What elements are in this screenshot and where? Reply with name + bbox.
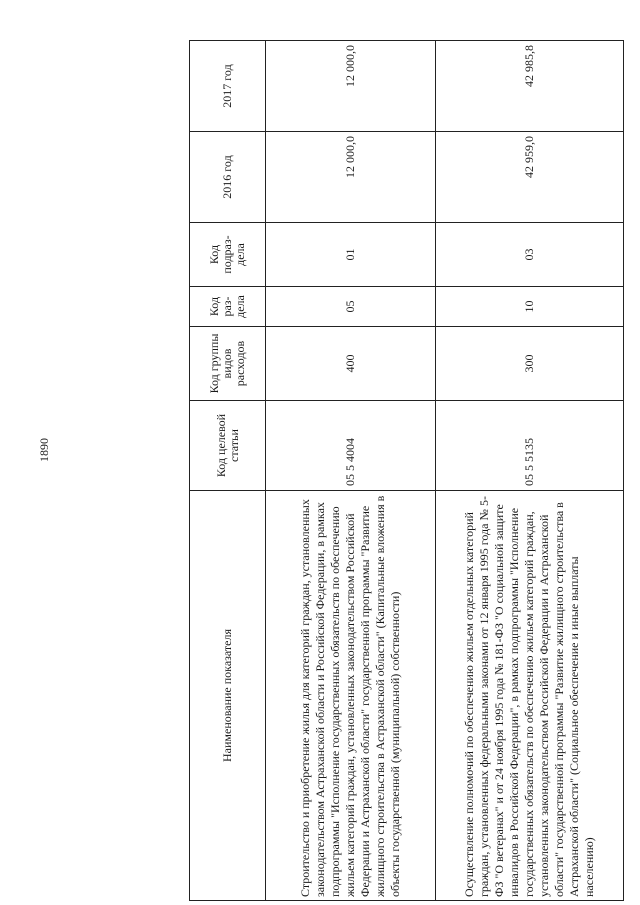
budget-table xyxy=(189,40,624,901)
header-subsection-code: Код подраз-дела xyxy=(190,223,266,287)
header-name: Наименование показателя xyxy=(190,491,266,901)
row-name: Строительство и приобретение жилья для категорий граждан, установленных законодательством Астраханской области и Российской Федерации, в рамках подпрограммы "Исполнение государственных обязательств по обеспечению жильем категорий граждан, установленных законодательством Российской Федерации и Астраханской области" государственной программы "Развитие жилищного строительства в Астраханской области" (Капитальные вложения в объекты государственной (муниципальной) собственности) xyxy=(266,491,436,901)
row-expense-group-code: 400 xyxy=(266,327,436,401)
table-row xyxy=(436,41,624,901)
header-year-2017: 2017 год xyxy=(190,41,266,132)
header-expense-group-code: Код группы видов расходов xyxy=(190,327,266,401)
table-header-row xyxy=(190,41,266,901)
row-subsection-code: 01 xyxy=(266,223,436,287)
header-article-code: Код целевой статьи xyxy=(190,401,266,491)
row-year-2016: 42 959,0 xyxy=(436,132,624,223)
row-section-code: 10 xyxy=(436,287,624,327)
header-section-code: Код раз-дела xyxy=(190,287,266,327)
table-frame xyxy=(189,41,625,901)
row-section-code: 05 xyxy=(266,287,436,327)
page-number: 1890 xyxy=(37,438,51,462)
row-name: Осуществление полномочий по обеспечению жильем отдельных категорий граждан, установленных федеральными законами от 12 января 1995 года № 5-ФЗ "О ветеранах" и от 24 ноября 1995 года № 181-ФЗ "О социальной защите инвалидов в Российской Федерации", в рамках подпрограммы "Исполнение государственных обязательств по обеспечению жильем категорий граждан, установленных законодательством Российской Федерации и Астраханской области" государственной программы "Развитие жилищного строительства в Астраханской области" (Социальное обеспечение и иные выплаты населению) xyxy=(436,491,624,901)
row-expense-group-code: 300 xyxy=(436,327,624,401)
row-article-code: 05 5 4004 xyxy=(266,401,436,491)
header-year-2016: 2016 год xyxy=(190,132,266,223)
row-year-2017: 42 985,8 xyxy=(436,41,624,132)
row-year-2017: 12 000,0 xyxy=(266,41,436,132)
table-row xyxy=(266,41,436,901)
row-article-code: 05 5 5135 xyxy=(436,401,624,491)
row-year-2016: 12 000,0 xyxy=(266,132,436,223)
rotated-table-container xyxy=(189,41,625,901)
row-subsection-code: 03 xyxy=(436,223,624,287)
